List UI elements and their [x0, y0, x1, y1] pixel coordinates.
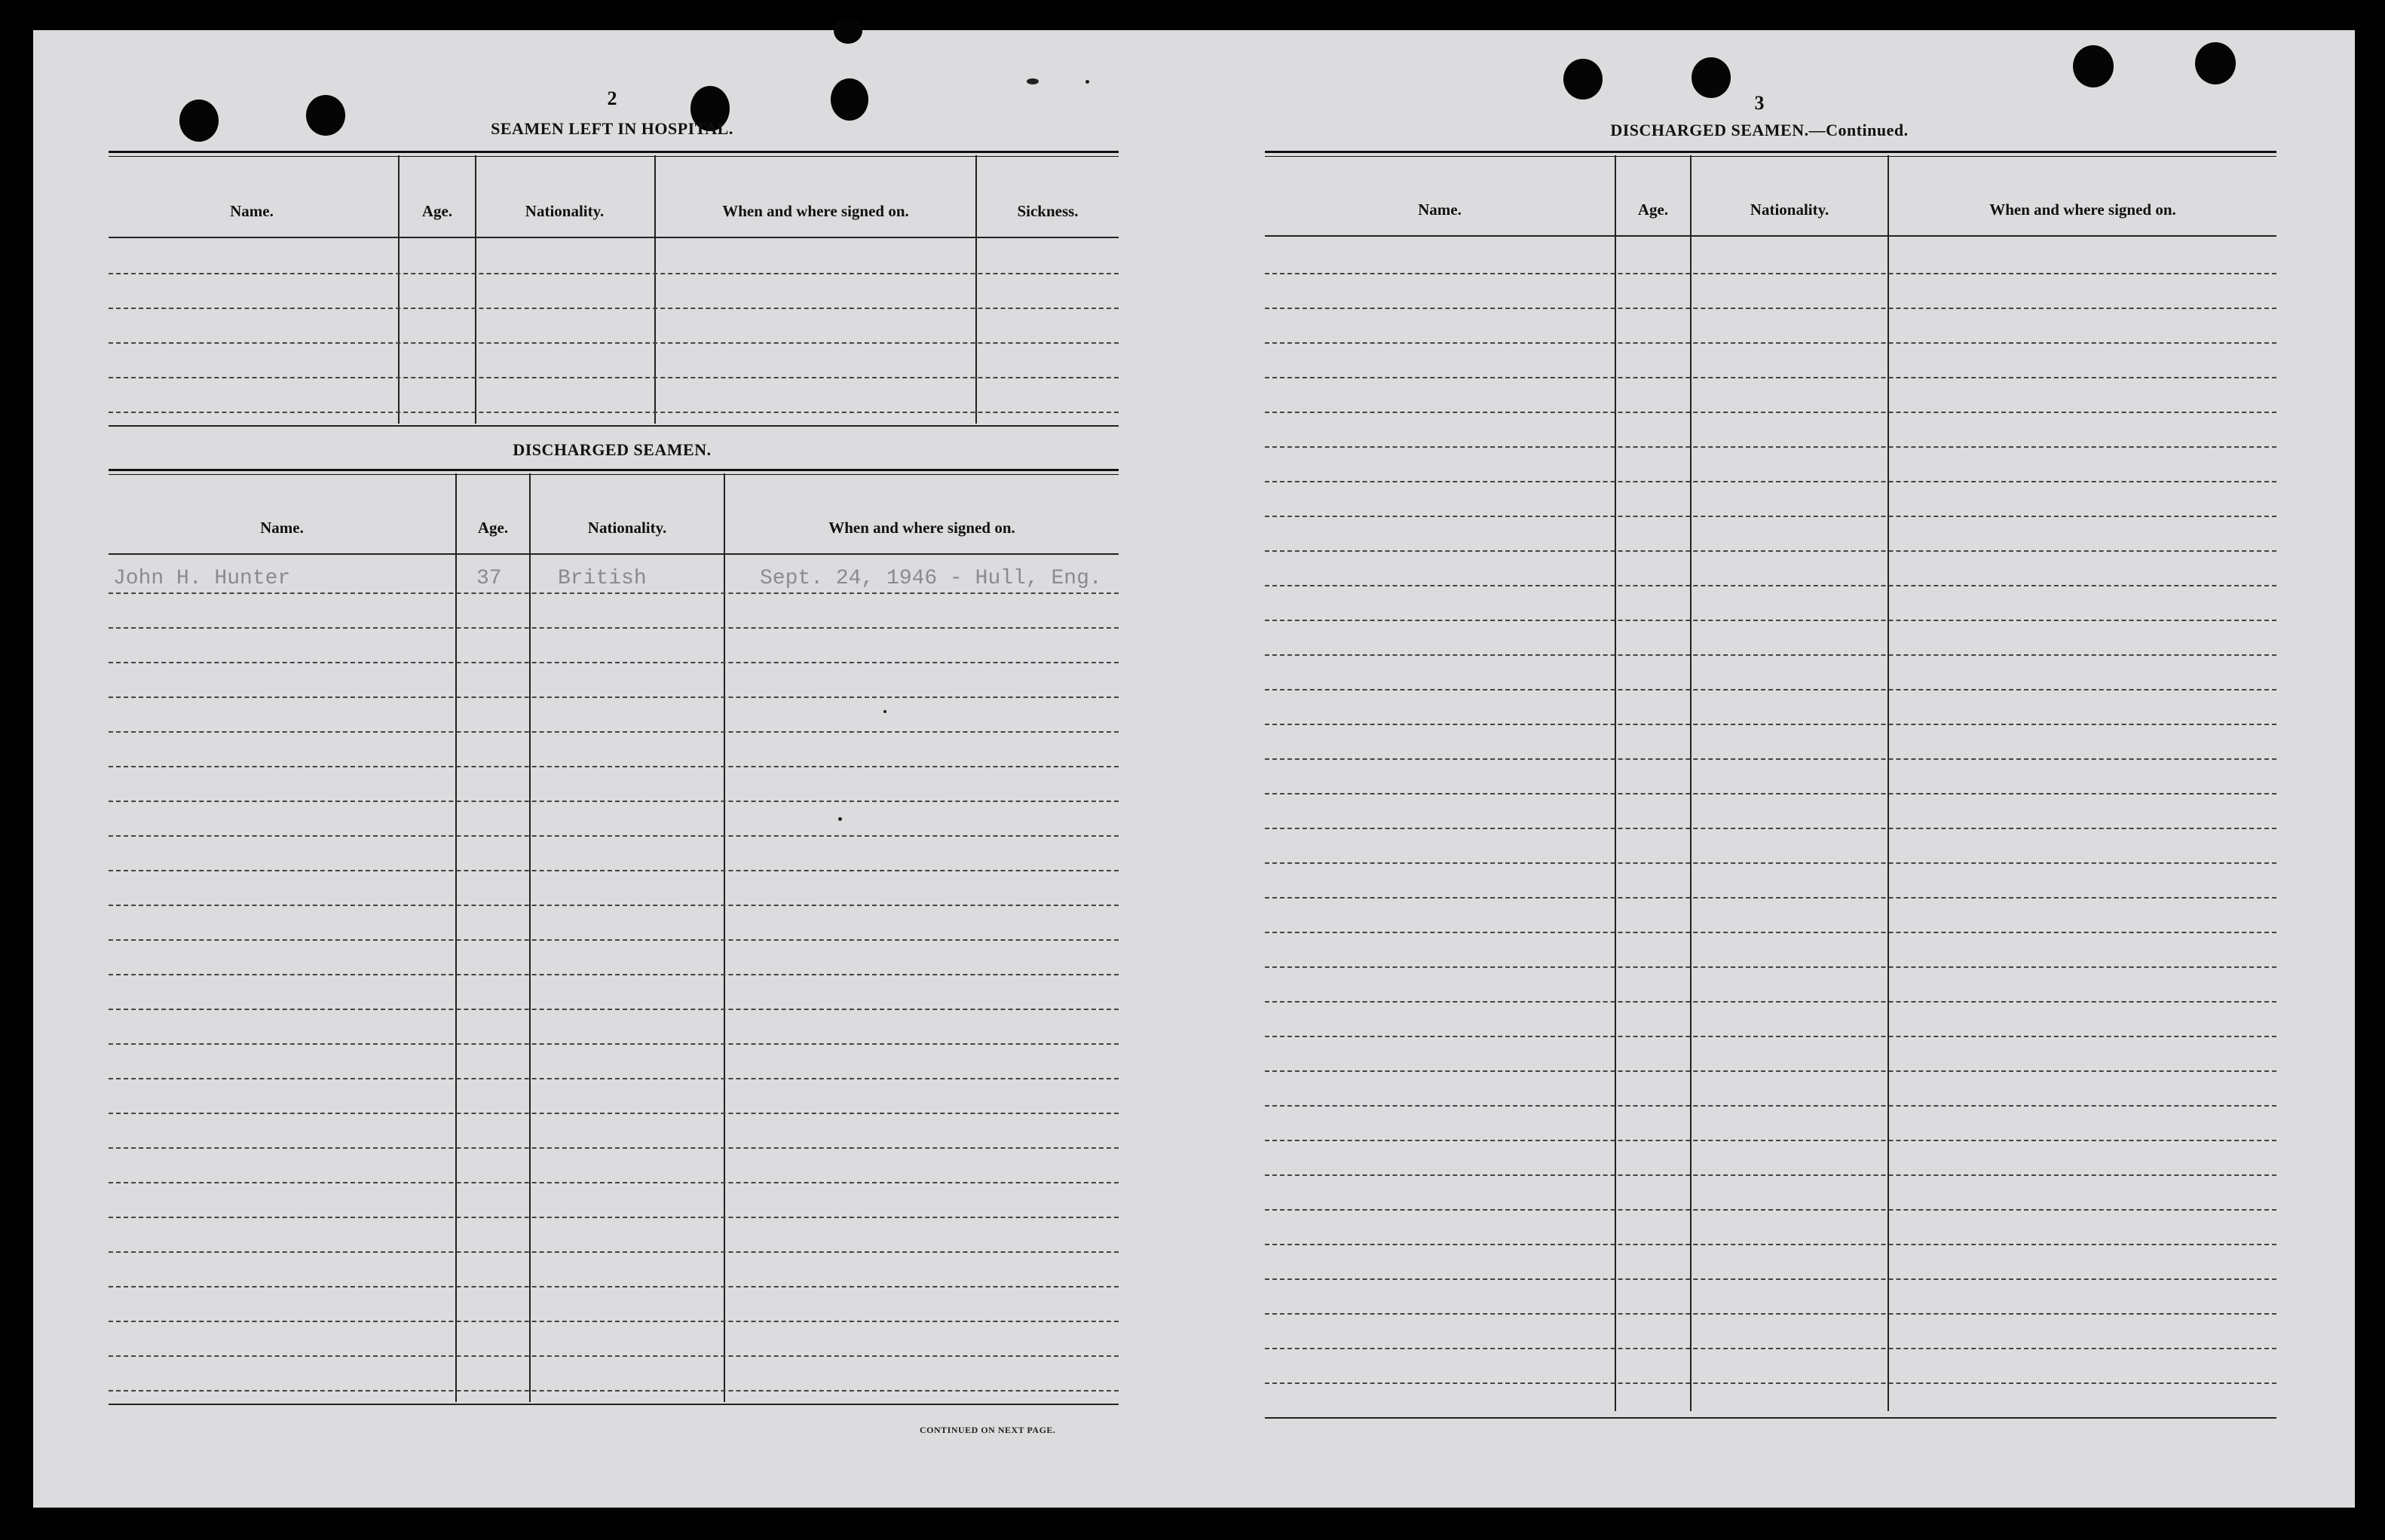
row-line — [109, 662, 1119, 663]
col-header-name: Name. — [1418, 201, 1462, 219]
double-rule — [109, 469, 1119, 475]
double-rule — [109, 151, 1119, 157]
discharged-section-title: DISCHARGED SEAMEN. — [513, 440, 712, 459]
row-line — [1265, 758, 2276, 760]
discharged-continued-table — [1265, 151, 2276, 1455]
row-line — [109, 697, 1119, 698]
punch-hole — [834, 18, 862, 44]
row-line — [109, 1147, 1119, 1149]
column-rule — [654, 155, 656, 424]
row-line — [109, 1182, 1119, 1183]
punch-hole — [2073, 45, 2114, 87]
row-line — [1265, 1382, 2276, 1384]
row-line — [1265, 1036, 2276, 1037]
row-line — [1265, 550, 2276, 552]
row-line — [1265, 1244, 2276, 1245]
discharged-table — [109, 469, 1119, 1449]
row-line — [1265, 897, 2276, 899]
row-line — [1265, 481, 2276, 482]
row-line — [109, 308, 1119, 309]
seaman-name: John H. Hunter — [113, 567, 291, 590]
row-line — [109, 1009, 1119, 1010]
seaman-nationality: British — [558, 567, 647, 590]
punch-hole — [831, 78, 868, 121]
section-rule — [109, 425, 1119, 427]
row-line — [109, 870, 1119, 871]
col-header-name: Name. — [260, 519, 304, 537]
punch-hole — [306, 95, 345, 136]
row-line — [109, 1078, 1119, 1079]
punch-hole — [1563, 59, 1603, 100]
punch-hole — [2195, 42, 2236, 84]
row-line — [109, 342, 1119, 344]
column-rule — [724, 473, 725, 1402]
header-rule — [109, 553, 1119, 555]
col-header-age: Age. — [421, 202, 453, 220]
col-header-sickness: Sickness. — [1017, 202, 1079, 220]
row-line — [109, 905, 1119, 906]
row-line — [109, 1355, 1119, 1357]
col-header-nationality: Nationality. — [525, 202, 605, 220]
row-line — [109, 1390, 1119, 1392]
column-rule — [529, 473, 531, 1402]
hospital-section-title: SEAMEN LEFT IN HOSPITAL. — [491, 119, 733, 138]
row-line — [1265, 1070, 2276, 1072]
row-line — [109, 731, 1119, 733]
row-line — [109, 801, 1119, 802]
row-line — [1265, 828, 2276, 829]
column-rule — [975, 155, 977, 424]
column-rule — [475, 155, 476, 424]
row-line — [1265, 273, 2276, 274]
continued-note: CONTINUED ON NEXT PAGE. — [920, 1425, 1056, 1435]
row-line — [109, 1043, 1119, 1045]
row-line — [109, 377, 1119, 378]
row-line — [1265, 932, 2276, 933]
row-line — [1265, 654, 2276, 656]
row-line — [109, 412, 1119, 413]
row-line — [1265, 1140, 2276, 1141]
row-line — [1265, 1313, 2276, 1315]
row-line — [109, 939, 1119, 941]
row-line — [109, 766, 1119, 767]
punch-hole — [179, 100, 219, 142]
row-line — [1265, 412, 2276, 413]
column-rule — [398, 155, 400, 424]
col-header-signed-on: When and where signed on. — [722, 202, 909, 220]
row-line — [109, 273, 1119, 274]
discharged-continued-title: DISCHARGED SEAMEN.—Continued. — [1610, 121, 1909, 139]
row-line — [1265, 342, 2276, 344]
row-line — [1265, 793, 2276, 794]
row-line — [1265, 446, 2276, 448]
col-header-nationality: Nationality. — [587, 519, 667, 537]
row-line — [109, 1217, 1119, 1218]
row-line — [1265, 1174, 2276, 1176]
row-line — [109, 1286, 1119, 1287]
col-header-signed-on: When and where signed on. — [1989, 201, 2176, 219]
punch-hole — [1692, 57, 1731, 98]
header-rule — [109, 237, 1119, 238]
row-line — [109, 1321, 1119, 1322]
row-line — [109, 835, 1119, 837]
col-header-nationality: Nationality. — [1750, 201, 1829, 219]
page-number: 3 — [1754, 92, 1765, 114]
row-line — [1265, 1001, 2276, 1003]
header-rule — [1265, 235, 2276, 237]
row-line — [1265, 724, 2276, 725]
row-line — [1265, 1348, 2276, 1349]
hospital-table — [109, 151, 1119, 461]
row-line — [1265, 377, 2276, 378]
double-rule — [1265, 151, 2276, 157]
row-line — [109, 1113, 1119, 1114]
column-rule — [455, 473, 457, 1402]
row-line — [109, 592, 1119, 594]
row-line — [1265, 308, 2276, 309]
col-header-age: Age. — [477, 519, 509, 537]
row-line — [1265, 516, 2276, 517]
form-sheet — [33, 30, 2355, 1508]
table-bottom-rule — [109, 1404, 1119, 1405]
row-line — [109, 627, 1119, 629]
seaman-age: 37 — [476, 567, 502, 590]
row-line — [1265, 1278, 2276, 1280]
col-header-age: Age. — [1637, 201, 1669, 219]
speck — [1027, 78, 1039, 84]
col-header-name: Name. — [230, 202, 274, 220]
row-line — [1265, 966, 2276, 968]
row-line — [1265, 689, 2276, 690]
row-line — [1265, 862, 2276, 864]
row-line — [1265, 620, 2276, 621]
seaman-signed-on: Sept. 24, 1946 - Hull, Eng. — [760, 567, 1102, 590]
row-line — [1265, 1105, 2276, 1107]
page-number: 2 — [607, 87, 617, 109]
row-line — [109, 1251, 1119, 1253]
table-bottom-rule — [1265, 1417, 2276, 1419]
row-line — [1265, 1209, 2276, 1211]
row-line — [1265, 585, 2276, 586]
col-header-signed-on: When and where signed on. — [828, 519, 1015, 537]
speck — [1085, 80, 1089, 84]
row-line — [109, 974, 1119, 975]
